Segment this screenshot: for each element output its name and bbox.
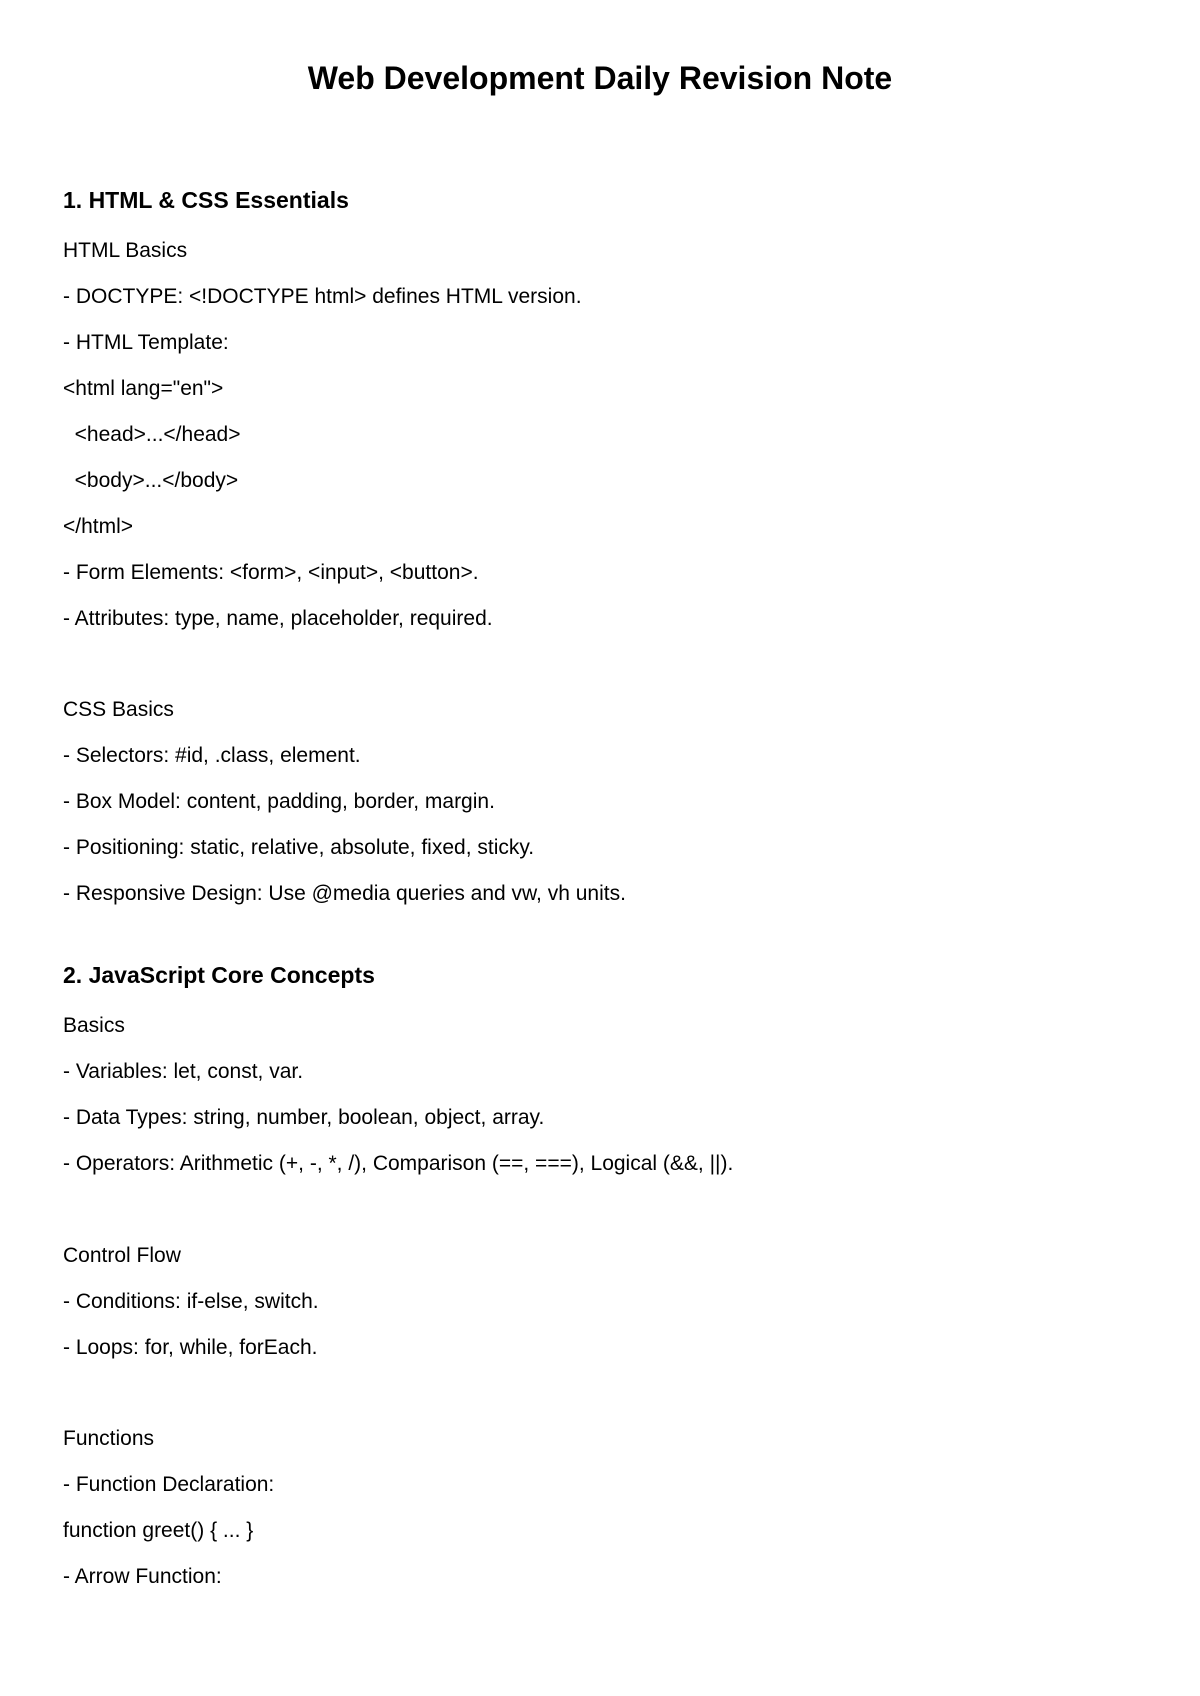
code-line: <html lang="en">: [63, 377, 224, 400]
page-title: Web Development Daily Revision Note: [307, 60, 893, 96]
list-item: - Selectors: #id, .class, element.: [63, 744, 361, 767]
list-item: - Data Types: string, number, boolean, object, array.: [63, 1106, 545, 1129]
subheading-basics: Basics: [63, 1014, 125, 1037]
list-item: - Responsive Design: Use @media queries and vw, vh units.: [63, 882, 626, 905]
section-heading-html-css: 1. HTML & CSS Essentials: [63, 187, 349, 213]
code-line: <body>...</body>: [63, 469, 239, 492]
code-line: <head>...</head>: [63, 423, 241, 446]
code-line: function greet() { ... }: [63, 1519, 254, 1542]
list-item: - Operators: Arithmetic (+, -, *, /), Comparison (==, ===), Logical (&&, ||).: [63, 1152, 734, 1175]
section-heading-javascript: 2. JavaScript Core Concepts: [63, 962, 375, 988]
subheading-control-flow: Control Flow: [63, 1244, 181, 1267]
list-item: - Arrow Function:: [63, 1565, 222, 1588]
code-line: </html>: [63, 515, 134, 538]
list-item: - Variables: let, const, var.: [63, 1060, 304, 1083]
list-item: - Loops: for, while, forEach.: [63, 1336, 318, 1359]
list-item: - Attributes: type, name, placeholder, required.: [63, 607, 493, 630]
list-item: - Positioning: static, relative, absolute, fixed, sticky.: [63, 836, 535, 859]
list-item: - Box Model: content, padding, border, margin.: [63, 790, 495, 813]
subheading-functions: Functions: [63, 1427, 155, 1450]
list-item: - Conditions: if-else, switch.: [63, 1290, 319, 1313]
list-item: - DOCTYPE: <!DOCTYPE html> defines HTML version.: [63, 285, 582, 308]
subheading-css-basics: CSS Basics: [63, 698, 174, 721]
list-item: - Function Declaration:: [63, 1473, 275, 1496]
list-item: - Form Elements: <form>, <input>, <button>.: [63, 561, 479, 584]
list-item: - HTML Template:: [63, 331, 229, 354]
subheading-html-basics: HTML Basics: [63, 239, 188, 262]
